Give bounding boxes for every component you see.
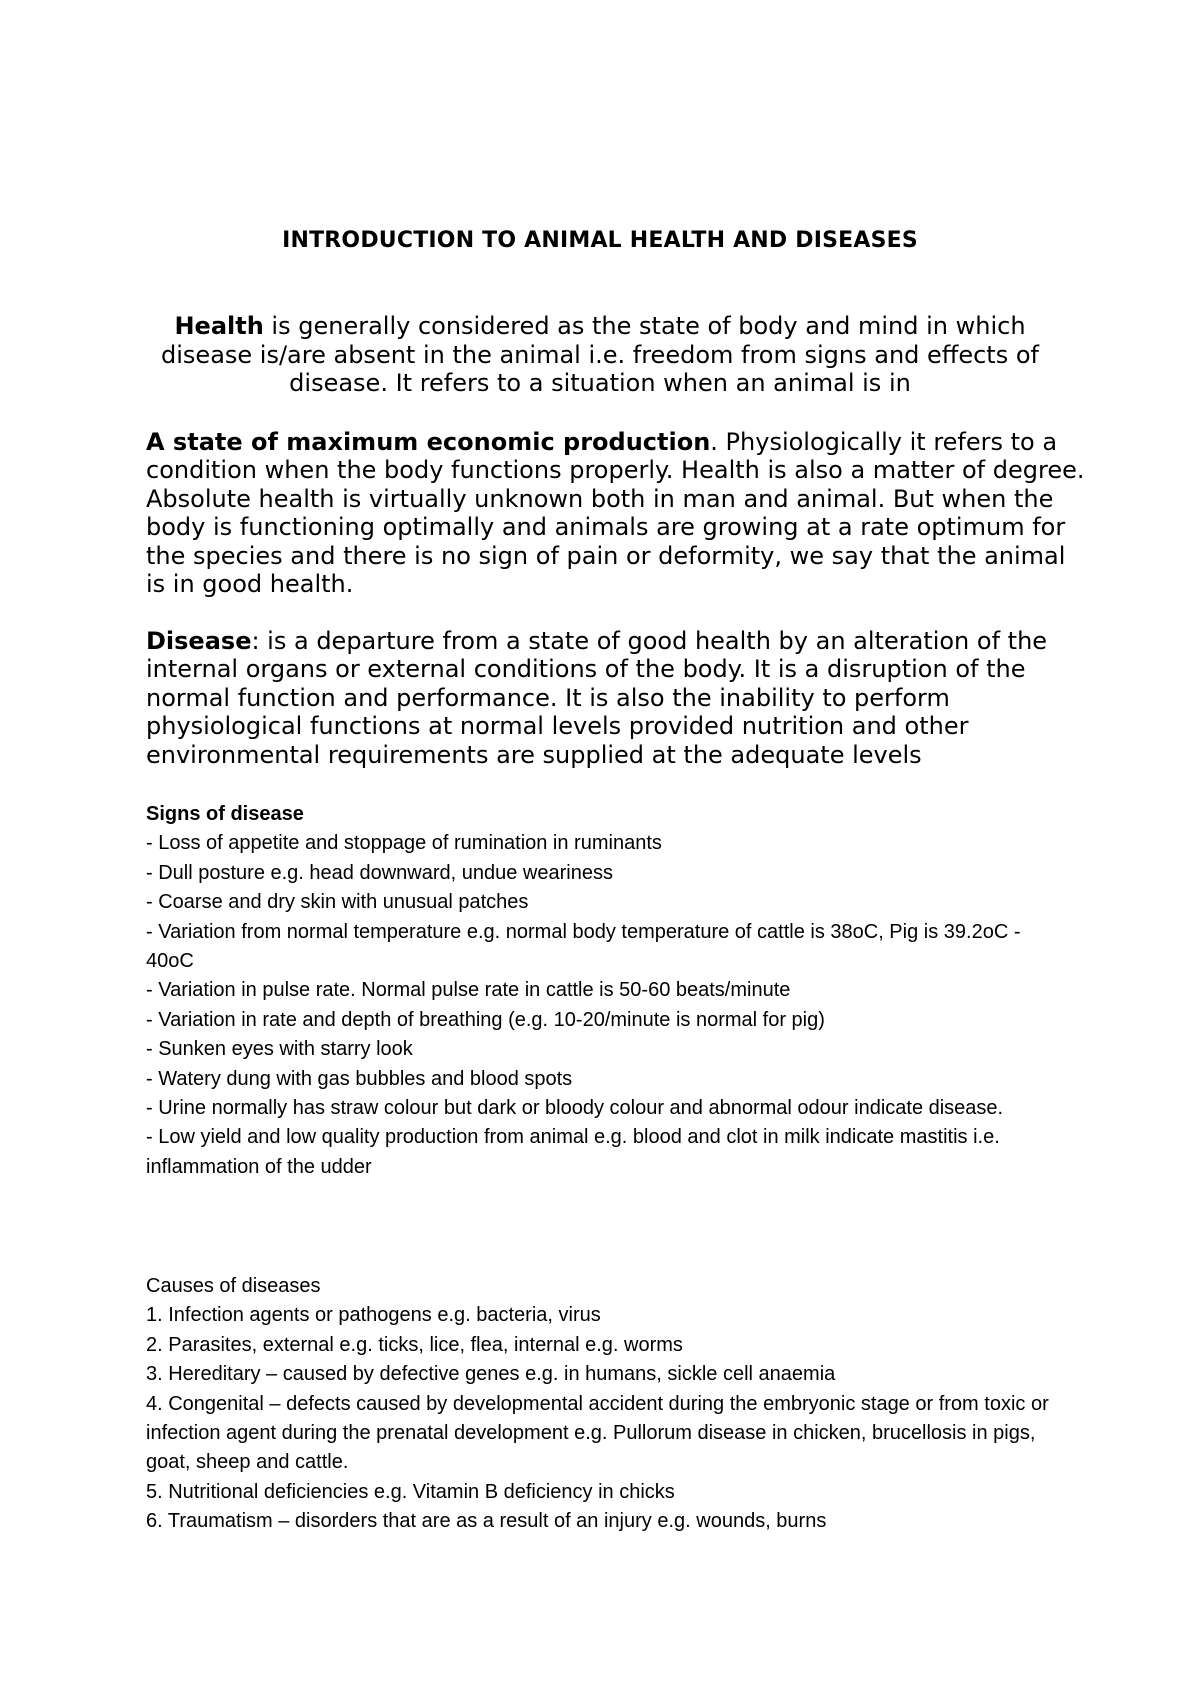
- list-item: - Urine normally has straw colour but dark or bloody colour and abnormal odour indicate disease.: [146, 1097, 1004, 1120]
- list-item: 5. Nutritional deficiencies e.g. Vitamin B deficiency in chicks: [146, 1480, 675, 1503]
- list-item: - Variation in rate and depth of breathing (e.g. 10-20/minute is normal for pig): [146, 1008, 825, 1031]
- production-paragraph: [146, 428, 1086, 598]
- list-item: 2. Parasites, external e.g. ticks, lice, flea, internal e.g. worms: [146, 1333, 683, 1356]
- disease-term: Disease: [146, 627, 252, 655]
- list-item: - Variation from normal temperature e.g. normal body temperature of cattle is 38oC, Pig is 39.2oC - 40oC: [146, 920, 1021, 973]
- production-text: . Physiologically it refers to a condition when the body functions properly. Health is also a matter of degree. Absolute health is virtually unknown both in man and animal. But when the body is functioning optimally and animals are growing at a rate optimum for the species and there is no sign of pain or deformity, we say that the animal is in good health.: [146, 428, 1085, 599]
- production-term: A state of maximum economic production: [146, 428, 711, 456]
- list-item: 3. Hereditary – caused by defective genes e.g. in humans, sickle cell anaemia: [146, 1363, 836, 1386]
- disease-paragraph: [146, 627, 1086, 769]
- health-definition: [150, 312, 1050, 398]
- list-item: - Dull posture e.g. head downward, undue weariness: [146, 861, 613, 884]
- list-item: - Sunken eyes with starry look: [146, 1038, 413, 1061]
- list-item: - Low yield and low quality production from animal e.g. blood and clot in milk indicate mastitis i.e. inflammation of the udder: [146, 1126, 1000, 1178]
- list-item: - Watery dung with gas bubbles and blood spots: [146, 1067, 573, 1090]
- list-item: 6. Traumatism – disorders that are as a result of an injury e.g. wounds, burns: [146, 1510, 827, 1533]
- causes-of-diseases-section: [146, 1272, 1066, 1537]
- signs-heading: Signs of disease: [146, 803, 304, 825]
- causes-heading: Causes of diseases: [146, 1275, 321, 1297]
- list-item: - Loss of appetite and stoppage of rumination in ruminants: [146, 832, 662, 855]
- list-item: 4. Congenital – defects caused by developmental accident during the embryonic stage or from toxic or infection agent during the prenatal development e.g. Pullorum disease in chicken, brucellosis in pigs, goat, sheep and cattle.: [146, 1392, 1049, 1474]
- list-item: 1. Infection agents or pathogens e.g. bacteria, virus: [146, 1304, 601, 1327]
- list-item: - Coarse and dry skin with unusual patches: [146, 891, 529, 914]
- list-item: - Variation in pulse rate. Normal pulse rate in cattle is 50-60 beats/minute: [146, 979, 791, 1002]
- disease-text: : is a departure from a state of good health by an alteration of the internal organs or external conditions of the body. It is a disruption of the normal function and performance. It is also the inability to perform physiological functions at normal levels provided nutrition and other environmental requirements are supplied at the adequate levels: [146, 627, 1048, 769]
- page-title: INTRODUCTION TO ANIMAL HEALTH AND DISEASES: [282, 228, 918, 253]
- health-term: Health: [174, 312, 264, 340]
- health-definition-text: is generally considered as the state of body and mind in which disease is/are absent in the animal i.e. freedom from signs and effects of disease. It refers to a situation when an animal is in: [161, 312, 1039, 397]
- signs-of-disease-section: [146, 800, 1066, 1182]
